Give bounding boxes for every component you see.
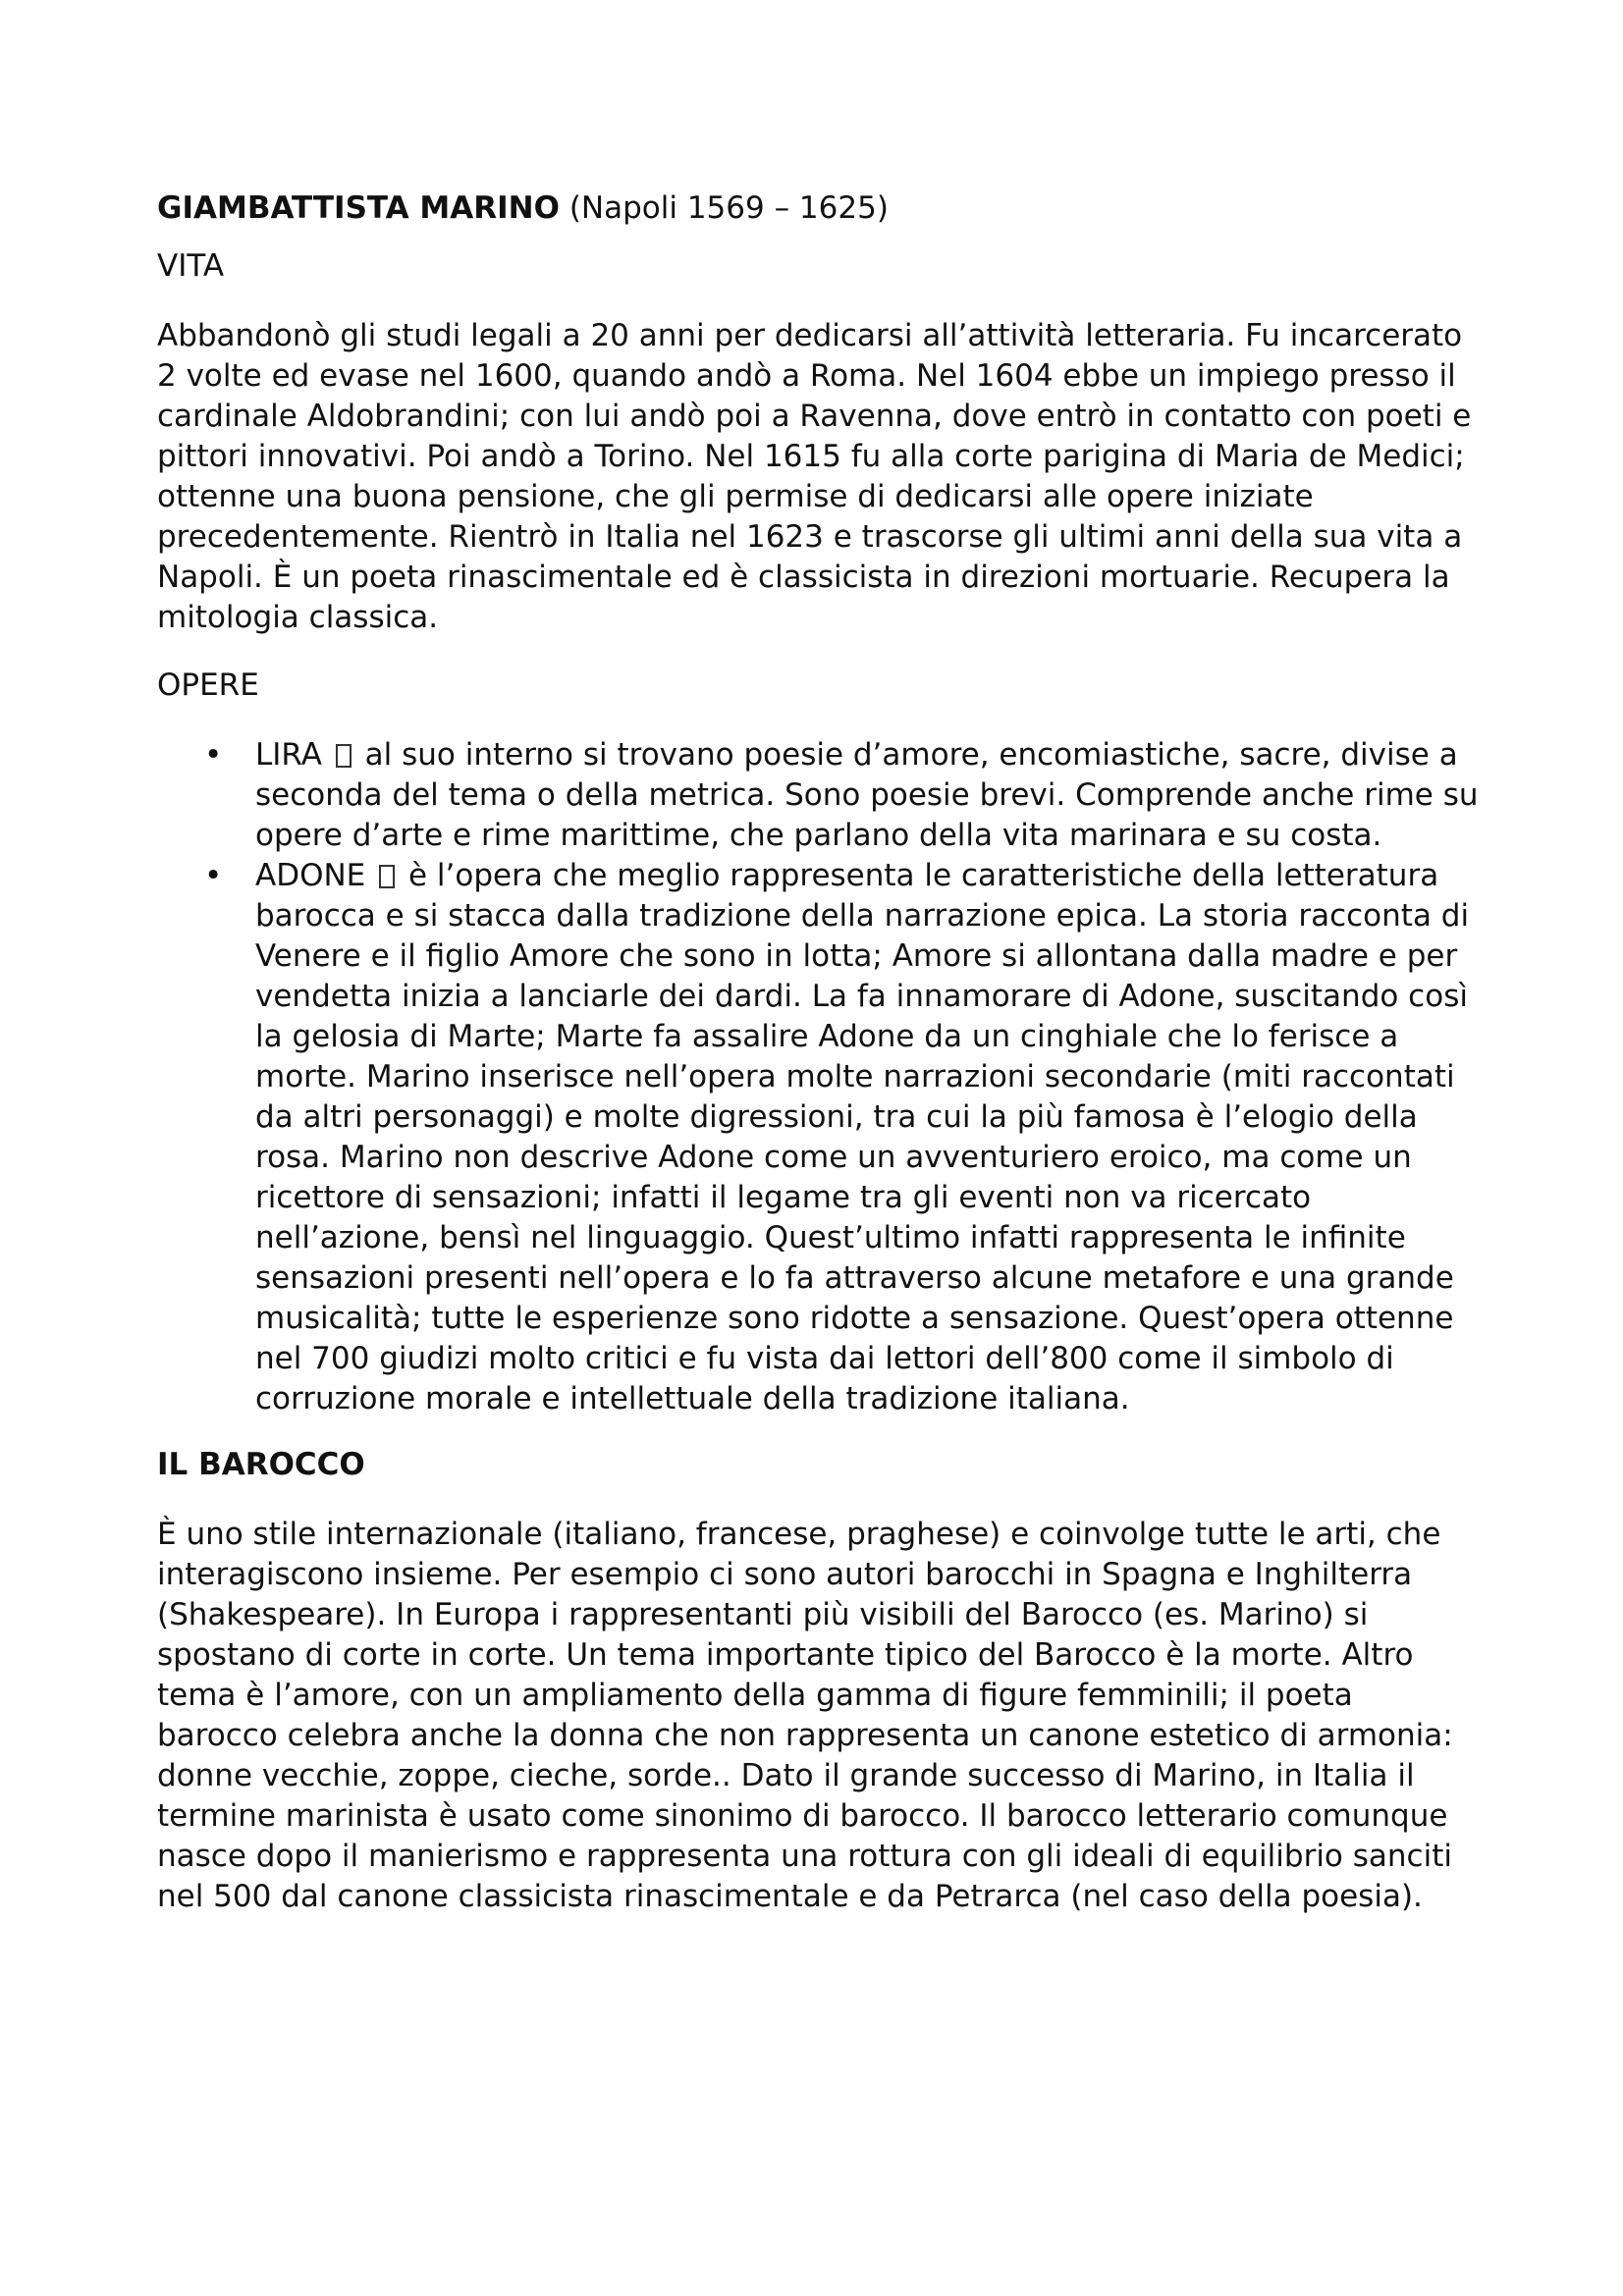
bullet-icon: • — [204, 737, 223, 773]
work-title-adone: ADONE — [255, 858, 366, 893]
bullet-icon: • — [204, 858, 223, 893]
arrow-placeholder-icon — [379, 865, 395, 888]
list-item-adone — [157, 856, 1483, 1419]
document-page — [157, 188, 1483, 1945]
document-title — [157, 188, 1483, 229]
section-label-vita: VITA — [157, 248, 225, 284]
vita-paragraph: Abbandonò gli studi legali a 20 anni per dedicarsi all’attività letteraria. Fu incarcerato 2 volte ed evase nel 1600, quando andò a Roma. Nel 1604 ebbe un impiego presso il cardinale Aldobrandini; con lui andò poi a Ravenna, dove entrò in contatto con poeti e pittori innovativi. Poi andò a Torino. Nel 1615 fu alla corte parigina di Maria de Medici; ottenne una buona pensione, che gli permise di dedicarsi alle opere iniziate precedentemente. Rientrò in Italia nel 1623 e trascorse gli ultimi anni della sua vita a Napoli. È un poeta rinascimentale ed è classicista in direzioni mortuarie. Recupera la mitologia classica. — [157, 318, 1472, 635]
author-name: GIAMBATTISTA MARINO — [157, 190, 560, 226]
works-list — [157, 735, 1483, 1419]
work-title-lira: LIRA — [255, 737, 322, 773]
section-label-opere: OPERE — [157, 667, 259, 703]
work-description-adone: è l’opera che meglio rappresenta le caratteristiche della letteratura barocca e si stacca dalla tradizione della narrazione epica. La storia racconta di Venere e il figlio Amore che sono in lotta; Amore si allontana dalla madre e per vendetta inizia a lanciarle dei dardi. La fa innamorare di Adone, suscitando così la gelosia di Marte; Marte fa assalire Adone da un cinghiale che lo ferisce a morte. Marino inserisce nell’opera molte narrazioni secondarie (miti raccontati da altri personaggi) e molte digressioni, tra cui la più famosa è l’elogio della rosa. Marino non descrive Adone come un avventuriero eroico, ma come un ricettore di sensazioni; infatti il legame tra gli eventi non va ricercato nell’azione, bensì nel linguaggio. Quest’ultimo infatti rappresenta le infinite sensazioni presenti nell’opera e lo fa attraverso alcune metafore e una grande musicalità; tutte le esperienze sono ridotte a sensazione. Quest’opera ottenne nel 700 giudizi molto critici e fu vista dai lettori dell’800 come il simbolo di corruzione morale e intellettuale della tradizione italiana. — [255, 858, 1470, 1416]
barocco-paragraph: È uno stile internazionale (italiano, francese, praghese) e coinvolge tutte le arti, che interagiscono insieme. Per esempio ci sono autori barocchi in Spagna e Inghilterra (Shakespeare). In Europa i rappresentanti più visibili del Barocco (es. Marino) si spostano di corte in corte. Un tema importante tipico del Barocco è la morte. Altro tema è l’amore, con un ampliamento della gamma di figure femminili; il poeta barocco celebra anche la donna che non rappresenta un canone estetico di armonia: donne vecchie, zoppe, cieche, sorde.. Dato il grande successo di Marino, in Italia il termine marinista è usato come sinonimo di barocco. Il barocco letterario comunque nasce dopo il manierismo e rappresenta una rottura con gli ideali di equilibrio sanciti nel 500 dal canone classicista rinascimentale e da Petrarca (nel caso della poesia). — [157, 1517, 1453, 1914]
arrow-placeholder-icon — [336, 744, 352, 768]
list-item-lira — [157, 735, 1483, 856]
work-description-lira: al suo interno si trovano poesie d’amore, encomiastiche, sacre, divise a seconda del tema o della metrica. Sono poesie brevi. Comprende anche rime su opere d’arte e rime marittime, che parlano della vita marinara e su costa. — [255, 737, 1479, 853]
section-heading-barocco: IL BAROCCO — [157, 1447, 365, 1482]
author-dates: (Napoli 1569 – 1625) — [559, 190, 889, 226]
